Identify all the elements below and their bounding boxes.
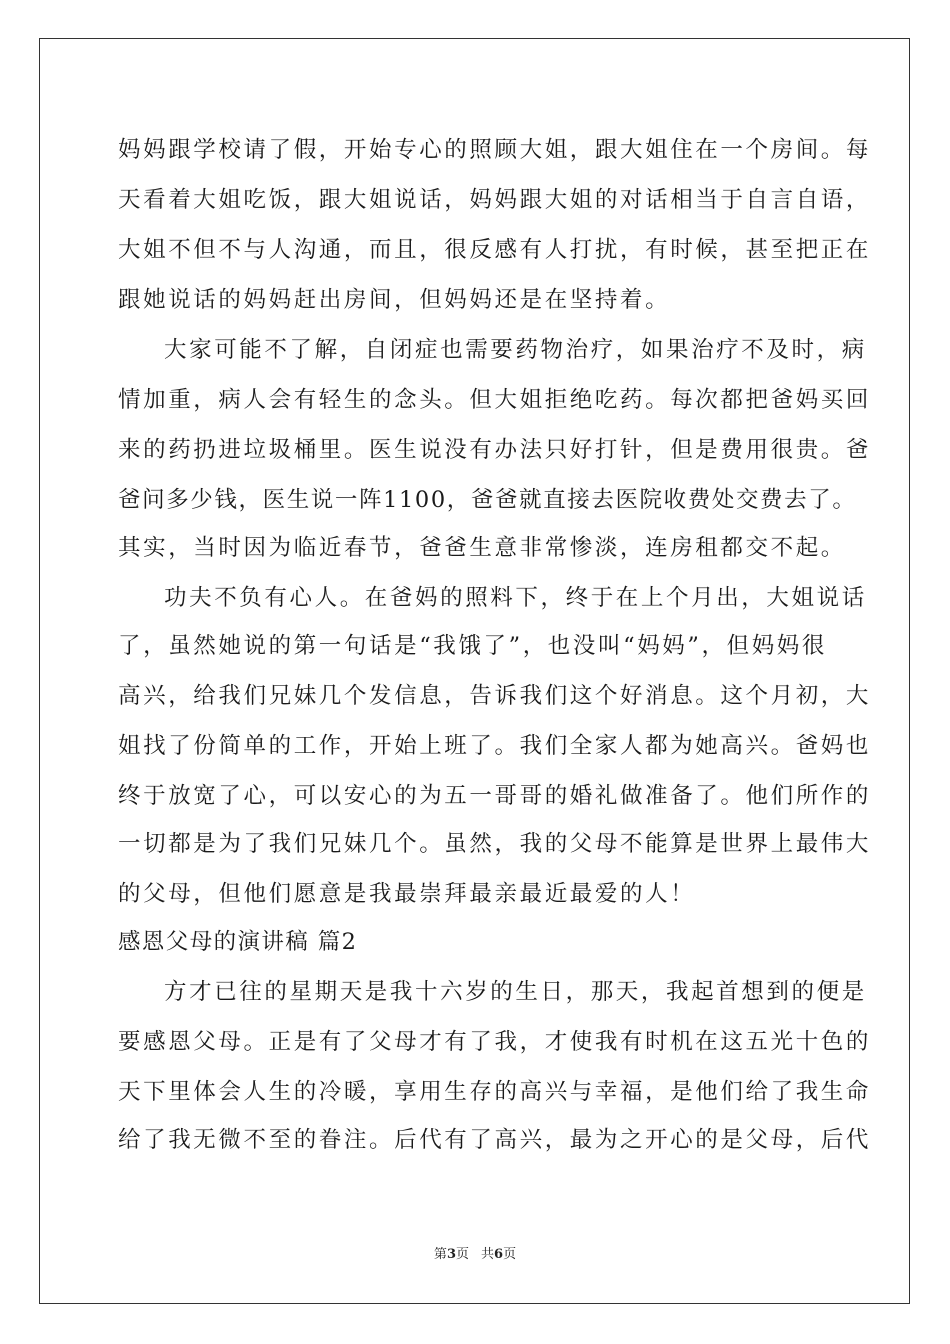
text-line-7: 来的药扔进垃圾桶里。医生说没有办法只好打针，但是费用很贵。爸 <box>118 437 872 463</box>
page-border <box>39 38 910 1304</box>
text-line-3: 大姐不但不与人沟通，而且，很反感有人打扰，有时候，甚至把正在 <box>118 237 872 263</box>
text-line-17: 方才已往的星期天是我十六岁的生日，那天，我起首想到的便是 <box>164 979 867 1005</box>
page-footer <box>0 1245 950 1265</box>
page-total-prefix: 共 <box>481 1247 495 1262</box>
text-line-6: 情加重，病人会有轻生的念头。但大姐拒绝吃药。每次都把爸妈买回 <box>118 387 872 413</box>
text-line-13: 姐找了份简单的工作，开始上班了。我们全家人都为她高兴。爸妈也 <box>118 733 872 759</box>
text-line-9: 其实，当时因为临近春节，爸爸生意非常惨淡，连房租都交不起。 <box>118 535 846 561</box>
text-line-2: 天看着大姐吃饭，跟大姐说话，妈妈跟大姐的对话相当于自言自语， <box>118 187 872 213</box>
text-line-19: 天下里体会人生的冷暖，享用生存的高兴与幸福，是他们给了我生命 <box>118 1079 872 1105</box>
page-total-count: 6 <box>494 1247 504 1262</box>
text-line-15: 一切都是为了我们兄妹几个。虽然，我的父母不能算是世界上最伟大 <box>118 831 872 857</box>
text-line-8: 爸问多少钱，医生说一阵1100，爸爸就直接去医院收费处交费去了。 <box>118 487 857 513</box>
text-line-14: 终于放宽了心，可以安心的为五一哥哥的婚礼做准备了。他们所作的 <box>118 783 872 809</box>
page-number-current: 3 <box>446 1247 456 1262</box>
text-line-10: 功夫不负有心人。在爸妈的照料下，终于在上个月出，大姐说话 <box>164 585 867 611</box>
text-line-18: 要感恩父母。正是有了父母才有了我，才使我有时机在这五光十色的 <box>118 1029 872 1055</box>
page-number-prefix: 第 <box>433 1247 447 1262</box>
text-line-16: 的父母，但他们愿意是我最崇拜最亲最近最爱的人！ <box>118 881 696 907</box>
text-line-5: 大家可能不了解，自闭症也需要药物治疗，如果治疗不及时，病 <box>164 337 867 363</box>
page-total-suffix: 页 <box>503 1247 517 1262</box>
text-line-4: 跟她说话的妈妈赶出房间，但妈妈还是在坚持着。 <box>118 287 671 313</box>
text-line-12: 高兴，给我们兄妹几个发信息，告诉我们这个好消息。这个月初，大 <box>118 683 872 709</box>
text-line-11: 了，虽然她说的第一句话是“我饿了”，也没叫“妈妈”，但妈妈很 <box>118 633 828 659</box>
section-heading: 感恩父母的演讲稿 篇2 <box>118 929 358 955</box>
page-number-suffix: 页 <box>455 1247 469 1262</box>
text-line-20: 给了我无微不至的眷注。后代有了高兴，最为之开心的是父母，后代 <box>118 1127 872 1153</box>
text-line-1: 妈妈跟学校请了假，开始专心的照顾大姐，跟大姐住在一个房间。每 <box>118 137 872 163</box>
